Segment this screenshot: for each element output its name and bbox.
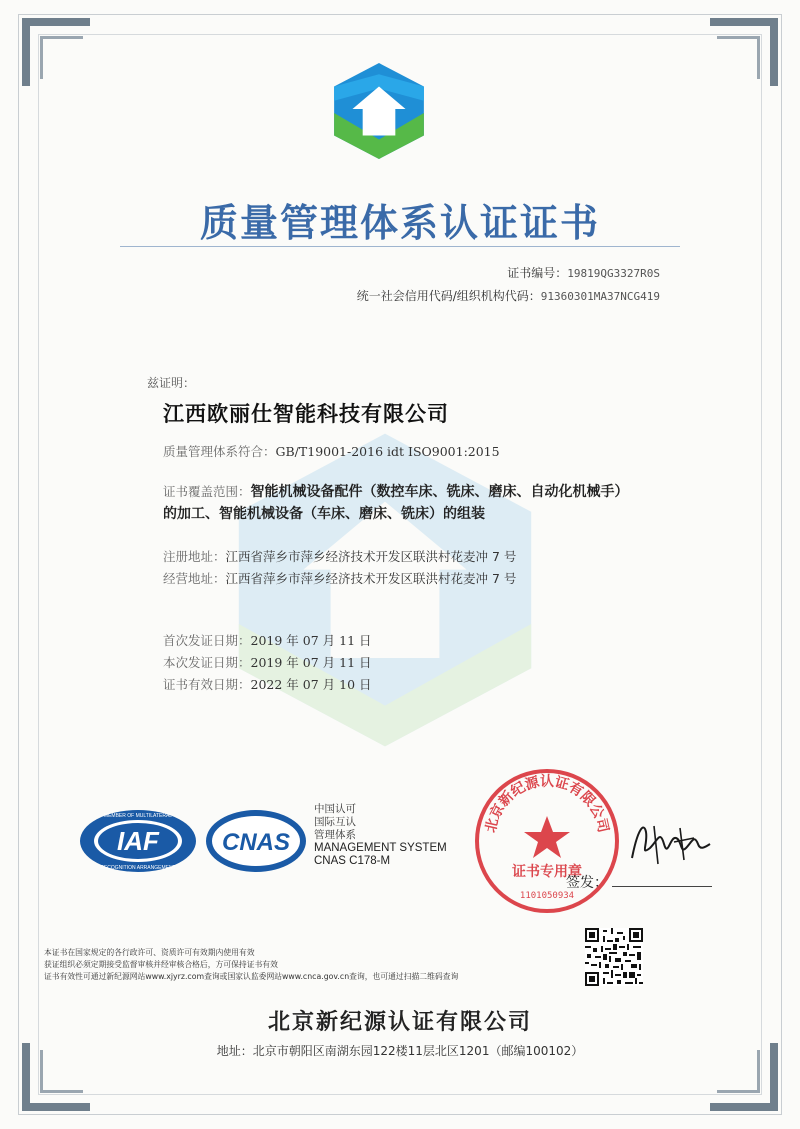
hereby-certify-label: 兹证明： <box>147 376 196 390</box>
accreditation-cn-line-1: 中国认可 <box>314 803 356 815</box>
note-line-2: 获证组织必须定期接受监督审核并经审核合格后，方可保持证书有效 <box>44 960 278 969</box>
watermark-logo <box>160 420 610 760</box>
certificate-notes <box>44 947 564 983</box>
corner-accent-top-right <box>717 36 760 79</box>
iaf-ring-bottom-text: RECOGNITION ARRANGEMENT <box>100 865 176 871</box>
expiry-date-line <box>163 675 372 693</box>
iaf-ring-top-text: MEMBER OF MULTILATERAL <box>103 813 173 819</box>
issuer-address: 地址：北京市朝阳区南湖东园122楼11层北区1201（邮编100102） <box>216 1044 584 1058</box>
signature-line <box>612 886 712 887</box>
company-name: 江西欧丽仕智能科技有限公司 <box>163 402 449 426</box>
certificate-title: 质量管理体系认证证书 <box>199 201 600 245</box>
handwritten-signature <box>624 808 714 878</box>
first-issue-date-line <box>163 631 372 649</box>
accreditation-text <box>314 803 447 868</box>
first-issue-value: 2019 年 07 月 11 日 <box>250 633 372 648</box>
accreditation-cn-line-3: 管理体系 <box>314 829 356 841</box>
certificate-number-label: 证书编号： <box>507 266 568 280</box>
accreditation-cn-line-2: 国际互认 <box>314 816 356 828</box>
issuer-name: 北京新纪源认证有限公司 <box>267 1010 532 1035</box>
standard-label: 质量管理体系符合： <box>163 444 276 459</box>
seal-number: 1101050934 <box>519 891 575 901</box>
cnas-mark-icon <box>204 808 308 874</box>
registered-address-line <box>163 547 516 565</box>
accreditation-en-line-1: MANAGEMENT SYSTEM <box>314 842 447 854</box>
cnas-text: CNAS <box>221 829 291 856</box>
official-seal-stamp <box>472 766 622 916</box>
expiry-label: 证书有效日期： <box>163 677 251 692</box>
scope-line-1: 智能机械设备配件（数控车床、铣床、磨床、自动化机械手） <box>250 484 629 500</box>
seal-ring-text: 北京新纪源认证有限公司 <box>483 773 611 835</box>
seal-center-text: 证书专用章 <box>512 864 582 880</box>
registered-address-label: 注册地址： <box>163 549 226 564</box>
iaf-mark-icon <box>78 808 198 874</box>
certification-logo-icon <box>328 60 430 162</box>
standard-value: GB/T19001-2016 idt ISO9001:2015 <box>275 444 500 459</box>
business-address-line <box>163 569 516 587</box>
registered-address-value: 江西省萍乡市萍乡经济技术开发区联洪村花麦冲 7 号 <box>225 549 517 564</box>
organization-code-label: 统一社会信用代码/组织机构代码： <box>356 289 541 303</box>
business-address-value: 江西省萍乡市萍乡经济技术开发区联洪村花麦冲 7 号 <box>225 571 517 586</box>
certificate-number-value: 19819QG3327R0S <box>567 267 660 280</box>
note-line-1: 本证书在国家规定的各行政许可、资质许可有效期内使用有效 <box>44 948 255 957</box>
scope-label: 证书覆盖范围： <box>163 484 251 499</box>
current-issue-label: 本次发证日期： <box>163 655 251 670</box>
first-issue-label: 首次发证日期： <box>163 633 251 648</box>
current-issue-value: 2019 年 07 月 11 日 <box>250 655 372 670</box>
iaf-text: IAF <box>117 826 159 856</box>
business-address-label: 经营地址： <box>163 571 226 586</box>
organization-code <box>357 287 660 304</box>
accreditation-en-line-2: CNAS C178-M <box>314 855 391 867</box>
scope-line-2: 的加工、智能机械设备（车床、磨床、铣床）的组装 <box>163 506 485 522</box>
certificate-number <box>507 264 660 281</box>
note-line-3: 证书有效性可通过新纪源网站www.xjyrz.com查询或国家认监委网站www.cnca.gov.cn查询，也可通过扫描二维码查询 <box>44 972 459 981</box>
scope-block <box>163 481 723 525</box>
title-divider <box>120 246 680 247</box>
expiry-value: 2022 年 07 月 10 日 <box>250 677 372 692</box>
standard-line <box>163 442 500 460</box>
corner-accent-top-left <box>40 36 83 79</box>
qr-code-icon[interactable] <box>585 928 643 986</box>
organization-code-value: 91360301MA37NCG419 <box>540 290 660 303</box>
current-issue-date-line <box>163 653 372 671</box>
signature-label: 签发： <box>566 875 608 891</box>
